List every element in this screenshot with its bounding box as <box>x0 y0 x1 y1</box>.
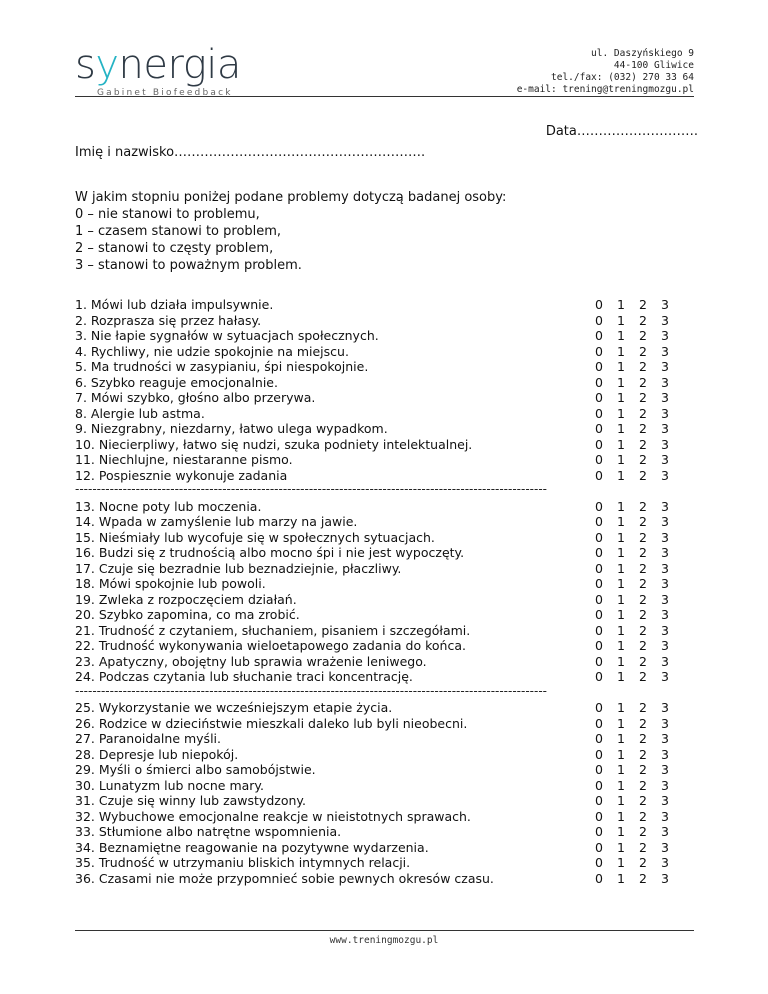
question-text: 8. Alergie lub astma. <box>75 405 205 421</box>
answer-option-2[interactable]: 2 <box>639 793 647 808</box>
answer-option-1[interactable]: 1 <box>617 529 625 545</box>
answer-option-2[interactable]: 2 <box>639 328 647 343</box>
answer-option-0[interactable]: 0 <box>595 622 603 638</box>
answer-option-2[interactable]: 2 <box>639 731 647 746</box>
question-text: 5. Ma trudności w zasypianiu, śpi niespokojnie. <box>75 359 369 374</box>
answer-option-0[interactable]: 0 <box>595 762 603 777</box>
question-row <box>75 468 695 484</box>
answer-scale <box>595 654 683 670</box>
answer-option-0[interactable]: 0 <box>595 576 603 591</box>
answer-scale <box>595 747 683 763</box>
question-row <box>75 561 695 577</box>
answer-option-0[interactable]: 0 <box>595 591 603 607</box>
answer-scale <box>595 809 683 825</box>
answer-scale <box>595 545 683 561</box>
answer-option-1[interactable]: 1 <box>617 855 625 870</box>
answer-option-0[interactable]: 0 <box>595 746 603 762</box>
footer-website: www.treningmozgu.pl <box>329 935 439 946</box>
answer-option-3[interactable]: 3 <box>661 653 669 669</box>
answer-option-2[interactable]: 2 <box>639 529 647 545</box>
answer-option-0[interactable]: 0 <box>595 560 603 576</box>
answer-option-2[interactable]: 2 <box>639 514 647 529</box>
answer-option-3[interactable]: 3 <box>661 777 669 793</box>
answer-option-1[interactable]: 1 <box>617 498 625 514</box>
address-line: ul. Daszyńskiego 9 <box>591 48 694 59</box>
question-text: 29. Myśli o śmierci albo samobójstwie. <box>75 762 316 777</box>
answer-scale <box>595 855 683 871</box>
answer-option-3[interactable]: 3 <box>661 436 669 452</box>
question-row <box>75 530 695 546</box>
answer-scale <box>595 344 683 360</box>
answer-option-0[interactable]: 0 <box>595 529 603 545</box>
answer-option-1[interactable]: 1 <box>617 436 625 452</box>
answer-option-1[interactable]: 1 <box>617 452 625 467</box>
question-row <box>75 545 695 561</box>
question-row <box>75 654 695 670</box>
question-row <box>75 576 695 592</box>
question-row <box>75 700 695 716</box>
answer-option-2[interactable]: 2 <box>639 824 647 839</box>
answer-option-1[interactable]: 1 <box>617 560 625 576</box>
answer-option-3[interactable]: 3 <box>661 591 669 607</box>
questionnaire <box>75 297 695 886</box>
answer-option-2[interactable]: 2 <box>639 436 647 452</box>
question-text: 11. Niechlujne, niestaranne pismo. <box>75 452 293 467</box>
logo <box>75 40 241 102</box>
footer-divider <box>75 930 694 931</box>
question-row <box>75 824 695 840</box>
answer-scale <box>595 824 683 840</box>
answer-option-0[interactable]: 0 <box>595 359 603 374</box>
answer-option-2[interactable]: 2 <box>639 715 647 731</box>
answer-option-2[interactable]: 2 <box>639 374 647 390</box>
answer-scale <box>595 700 683 716</box>
answer-option-2[interactable]: 2 <box>639 638 647 653</box>
question-row <box>75 344 695 360</box>
answer-option-2[interactable]: 2 <box>639 421 647 436</box>
question-row <box>75 778 695 794</box>
question-text: 21. Trudność z czytaniem, słuchaniem, pisaniem i szczegółami. <box>75 622 471 638</box>
answer-option-1[interactable]: 1 <box>617 808 625 824</box>
question-text: 10. Niecierpliwy, łatwo się nudzi, szuka podniety intelektualnej. <box>75 436 473 452</box>
answer-scale <box>595 623 683 639</box>
question-text: 22. Trudność wykonywania wieloetapowego zadania do końca. <box>75 638 466 653</box>
answer-option-1[interactable]: 1 <box>617 762 625 777</box>
question-text: 1. Mówi lub działa impulsywnie. <box>75 297 274 312</box>
question-row <box>75 499 695 515</box>
answer-option-1[interactable]: 1 <box>617 576 625 591</box>
answer-option-1[interactable]: 1 <box>617 607 625 622</box>
answer-option-3[interactable]: 3 <box>661 793 669 808</box>
answer-option-3[interactable]: 3 <box>661 374 669 390</box>
answer-option-0[interactable]: 0 <box>595 452 603 467</box>
answer-option-2[interactable]: 2 <box>639 700 647 715</box>
answer-option-2[interactable]: 2 <box>639 855 647 870</box>
answer-option-2[interactable]: 2 <box>639 560 647 576</box>
answer-option-2[interactable]: 2 <box>639 653 647 669</box>
question-text: 19. Zwleka z rozpoczęciem działań. <box>75 591 297 607</box>
answer-option-0[interactable]: 0 <box>595 731 603 746</box>
answer-scale <box>595 452 683 468</box>
answer-option-1[interactable]: 1 <box>617 312 625 328</box>
answer-option-0[interactable]: 0 <box>595 824 603 839</box>
question-row <box>75 592 695 608</box>
answer-scale <box>595 375 683 391</box>
answer-scale <box>595 499 683 515</box>
answer-option-3[interactable]: 3 <box>661 312 669 328</box>
answer-scale <box>595 607 683 623</box>
answer-option-3[interactable]: 3 <box>661 452 669 467</box>
answer-option-1[interactable]: 1 <box>617 839 625 855</box>
answer-option-3[interactable]: 3 <box>661 669 669 684</box>
answer-option-0[interactable]: 0 <box>595 328 603 343</box>
answer-option-2[interactable]: 2 <box>639 746 647 762</box>
scale-legend-item: 0 – nie stanowi to problemu, <box>75 207 260 222</box>
answer-option-1[interactable]: 1 <box>617 297 625 312</box>
answer-option-1[interactable]: 1 <box>617 622 625 638</box>
answer-option-1[interactable]: 1 <box>617 359 625 374</box>
question-row <box>75 406 695 422</box>
answer-option-3[interactable]: 3 <box>661 343 669 359</box>
answer-option-3[interactable]: 3 <box>661 824 669 839</box>
answer-scale <box>595 328 683 344</box>
question-row <box>75 809 695 825</box>
logo-letter-y: y <box>95 42 119 88</box>
question-text: 4. Rychliwy, nie udzie spokojnie na miejscu. <box>75 343 349 359</box>
answer-option-1[interactable]: 1 <box>617 870 625 886</box>
question-text: 6. Szybko reaguje emocjonalnie. <box>75 374 278 390</box>
answer-scale <box>595 390 683 406</box>
answer-scale <box>595 793 683 809</box>
answer-option-1[interactable]: 1 <box>617 700 625 715</box>
scale-legend-item: 2 – stanowi to częsty problem, <box>75 241 274 256</box>
answer-option-3[interactable]: 3 <box>661 808 669 824</box>
question-text: 17. Czuje się bezradnie lub beznadziejnie, płaczliwy. <box>75 560 402 576</box>
answer-option-2[interactable]: 2 <box>639 498 647 514</box>
answer-option-3[interactable]: 3 <box>661 638 669 653</box>
question-text: 14. Wpada w zamyślenie lub marzy na jawie. <box>75 514 358 529</box>
answer-scale <box>595 406 683 422</box>
answer-option-1[interactable]: 1 <box>617 591 625 607</box>
header-divider <box>75 96 694 97</box>
section-separator: ------------------------------------------------------------------------------------------------------------- <box>75 483 547 496</box>
answer-option-2[interactable]: 2 <box>639 839 647 855</box>
question-row <box>75 359 695 375</box>
question-text: 3. Nie łapie sygnałów w sytuacjach społecznych. <box>75 328 379 343</box>
answer-option-3[interactable]: 3 <box>661 746 669 762</box>
answer-option-1[interactable]: 1 <box>617 638 625 653</box>
question-row <box>75 871 695 887</box>
answer-option-3[interactable]: 3 <box>661 576 669 591</box>
answer-option-0[interactable]: 0 <box>595 343 603 359</box>
question-text: 13. Nocne poty lub moczenia. <box>75 498 262 514</box>
address-block <box>517 48 694 96</box>
answer-option-3[interactable]: 3 <box>661 839 669 855</box>
answer-option-2[interactable]: 2 <box>639 390 647 405</box>
answer-option-2[interactable]: 2 <box>639 343 647 359</box>
answer-option-0[interactable]: 0 <box>595 700 603 715</box>
answer-option-0[interactable]: 0 <box>595 870 603 886</box>
answer-option-1[interactable]: 1 <box>617 746 625 762</box>
question-text: 30. Lunatyzm lub nocne mary. <box>75 777 265 793</box>
question-row <box>75 375 695 391</box>
answer-option-3[interactable]: 3 <box>661 870 669 886</box>
answer-option-3[interactable]: 3 <box>661 405 669 421</box>
answer-option-1[interactable]: 1 <box>617 545 625 560</box>
question-text: 31. Czuje się winny lub zawstydzony. <box>75 793 306 808</box>
answer-option-3[interactable]: 3 <box>661 607 669 622</box>
answer-option-0[interactable]: 0 <box>595 374 603 390</box>
answer-option-3[interactable]: 3 <box>661 297 669 312</box>
answer-scale <box>595 871 683 887</box>
answer-option-1[interactable]: 1 <box>617 777 625 793</box>
question-row <box>75 437 695 453</box>
question-text: 25. Wykorzystanie we wcześniejszym etapie życia. <box>75 700 393 715</box>
answer-scale <box>595 840 683 856</box>
answer-option-3[interactable]: 3 <box>661 855 669 870</box>
answer-option-3[interactable]: 3 <box>661 731 669 746</box>
answer-option-0[interactable]: 0 <box>595 638 603 653</box>
question-row <box>75 762 695 778</box>
answer-option-0[interactable]: 0 <box>595 715 603 731</box>
answer-option-2[interactable]: 2 <box>639 808 647 824</box>
question-row <box>75 452 695 468</box>
answer-option-0[interactable]: 0 <box>595 312 603 328</box>
date-field[interactable]: Data………………………. <box>545 124 698 139</box>
answer-option-0[interactable]: 0 <box>595 514 603 529</box>
section-separator: ------------------------------------------------------------------------------------------------------------- <box>75 684 547 698</box>
answer-scale <box>595 778 683 794</box>
answer-option-2[interactable]: 2 <box>639 312 647 328</box>
answer-option-2[interactable]: 2 <box>639 870 647 886</box>
answer-option-0[interactable]: 0 <box>595 839 603 855</box>
question-row <box>75 297 695 313</box>
answer-option-0[interactable]: 0 <box>595 467 603 483</box>
answer-scale <box>595 530 683 546</box>
question-text: 24. Podczas czytania lub słuchanie traci koncentrację. <box>75 669 413 684</box>
answer-scale <box>595 762 683 778</box>
question-row <box>75 669 695 685</box>
answer-option-1[interactable]: 1 <box>617 824 625 839</box>
scale-legend-item: 3 – stanowi to poważnym problem. <box>75 258 302 273</box>
question-text: 18. Mówi spokojnie lub powoli. <box>75 576 266 591</box>
answer-option-2[interactable]: 2 <box>639 607 647 622</box>
answer-option-1[interactable]: 1 <box>617 793 625 808</box>
question-row <box>75 607 695 623</box>
question-row <box>75 313 695 329</box>
answer-option-0[interactable]: 0 <box>595 855 603 870</box>
answer-option-1[interactable]: 1 <box>617 421 625 436</box>
answer-scale <box>595 716 683 732</box>
question-row <box>75 638 695 654</box>
question-row <box>75 716 695 732</box>
answer-option-2[interactable]: 2 <box>639 591 647 607</box>
question-text: 28. Depresje lub niepokój. <box>75 746 239 762</box>
answer-option-3[interactable]: 3 <box>661 421 669 436</box>
answer-option-2[interactable]: 2 <box>639 545 647 560</box>
instructions <box>75 189 506 274</box>
question-text: 16. Budzi się z trudnością albo mocno śpi i nie jest wypoczęty. <box>75 545 465 560</box>
answer-option-3[interactable]: 3 <box>661 715 669 731</box>
answer-option-3[interactable]: 3 <box>661 529 669 545</box>
question-text: 35. Trudność w utrzymaniu bliskich intymnych relacji. <box>75 855 411 870</box>
answer-option-3[interactable]: 3 <box>661 390 669 405</box>
answer-option-2[interactable]: 2 <box>639 762 647 777</box>
question-text: 23. Apatyczny, obojętny lub sprawia wrażenie leniwego. <box>75 653 427 669</box>
answer-scale <box>595 297 683 313</box>
scale-legend-item: 1 – czasem stanowi to problem, <box>75 224 282 239</box>
name-field[interactable]: Imię i nazwisko…………………………………………………. <box>75 145 426 160</box>
answer-option-0[interactable]: 0 <box>595 793 603 808</box>
answer-scale <box>595 359 683 375</box>
question-text: 2. Rozprasza się przez hałasy. <box>75 312 262 328</box>
question-text: 26. Rodzice w dzieciństwie mieszkali daleko lub byli nieobecni. <box>75 715 468 731</box>
answer-option-0[interactable]: 0 <box>595 777 603 793</box>
question-text: 33. Stłumione albo natrętne wspomnienia. <box>75 824 342 839</box>
question-row <box>75 793 695 809</box>
answer-option-1[interactable]: 1 <box>617 343 625 359</box>
answer-option-1[interactable]: 1 <box>617 731 625 746</box>
answer-option-2[interactable]: 2 <box>639 576 647 591</box>
answer-option-2[interactable]: 2 <box>639 359 647 374</box>
answer-option-0[interactable]: 0 <box>595 653 603 669</box>
answer-option-2[interactable]: 2 <box>639 669 647 684</box>
answer-option-3[interactable]: 3 <box>661 359 669 374</box>
answer-scale <box>595 468 683 484</box>
logo-wordmark <box>75 40 241 90</box>
question-row <box>75 840 695 856</box>
answer-option-2[interactable]: 2 <box>639 467 647 483</box>
answer-option-1[interactable]: 1 <box>617 653 625 669</box>
question-row <box>75 623 695 639</box>
logo-letter-s: s <box>75 42 96 88</box>
answer-option-2[interactable]: 2 <box>639 777 647 793</box>
question-text: 15. Nieśmiały lub wycofuje się w społecznych sytuacjach. <box>75 529 435 545</box>
answer-scale <box>595 592 683 608</box>
answer-scale <box>595 514 683 530</box>
instructions-question: W jakim stopniu poniżej podane problemy dotyczą badanej osoby: <box>75 190 507 205</box>
logo-letters-rest: nergia <box>118 42 241 88</box>
answer-option-0[interactable]: 0 <box>595 607 603 622</box>
answer-scale <box>595 576 683 592</box>
answer-option-3[interactable]: 3 <box>661 467 669 483</box>
question-row <box>75 747 695 763</box>
answer-option-3[interactable]: 3 <box>661 328 669 343</box>
answer-option-3[interactable]: 3 <box>661 498 669 514</box>
answer-scale <box>595 313 683 329</box>
address-line: 44-100 Gliwice <box>613 60 694 71</box>
answer-option-3[interactable]: 3 <box>661 762 669 777</box>
answer-option-1[interactable]: 1 <box>617 715 625 731</box>
question-row <box>75 421 695 437</box>
question-row <box>75 855 695 871</box>
question-text: 9. Niezgrabny, niezdarny, łatwo ulega wypadkom. <box>75 421 388 436</box>
answer-option-1[interactable]: 1 <box>617 405 625 421</box>
answer-scale <box>595 638 683 654</box>
answer-option-1[interactable]: 1 <box>617 390 625 405</box>
answer-option-1[interactable]: 1 <box>617 374 625 390</box>
answer-option-0[interactable]: 0 <box>595 405 603 421</box>
answer-option-2[interactable]: 2 <box>639 452 647 467</box>
logo-subtitle: Gabinet Biofeedback <box>97 88 233 98</box>
question-text: 20. Szybko zapomina, co ma zrobić. <box>75 607 300 622</box>
answer-scale <box>595 731 683 747</box>
question-text: 12. Pospiesznie wykonuje zadania <box>75 467 288 483</box>
answer-option-0[interactable]: 0 <box>595 436 603 452</box>
question-text: 36. Czasami nie może przypomnieć sobie pewnych okresów czasu. <box>75 870 494 886</box>
answer-option-3[interactable]: 3 <box>661 700 669 715</box>
question-text: 7. Mówi szybko, głośno albo przerywa. <box>75 390 316 405</box>
answer-option-2[interactable]: 2 <box>639 405 647 421</box>
answer-option-3[interactable]: 3 <box>661 560 669 576</box>
answer-scale <box>595 437 683 453</box>
answer-option-2[interactable]: 2 <box>639 622 647 638</box>
answer-option-0[interactable]: 0 <box>595 421 603 436</box>
answer-option-1[interactable]: 1 <box>617 669 625 684</box>
answer-scale <box>595 669 683 685</box>
answer-option-1[interactable]: 1 <box>617 467 625 483</box>
question-row <box>75 390 695 406</box>
question-text: 34. Beznamiętne reagowanie na pozytywne wydarzenia. <box>75 839 429 855</box>
answer-option-2[interactable]: 2 <box>639 297 647 312</box>
address-line: e-mail: trening@treningmozgu.pl <box>516 84 694 95</box>
question-text: 27. Paranoidalne myśli. <box>75 731 221 746</box>
answer-option-0[interactable]: 0 <box>595 390 603 405</box>
answer-option-3[interactable]: 3 <box>661 514 669 529</box>
answer-option-1[interactable]: 1 <box>617 514 625 529</box>
answer-option-3[interactable]: 3 <box>661 545 669 560</box>
question-text: 32. Wybuchowe emocjonalne reakcje w nieistotnych sprawach. <box>75 808 471 824</box>
answer-option-0[interactable]: 0 <box>595 297 603 312</box>
answer-scale <box>595 561 683 577</box>
answer-option-0[interactable]: 0 <box>595 808 603 824</box>
question-row <box>75 514 695 530</box>
answer-option-1[interactable]: 1 <box>617 328 625 343</box>
address-line: tel./fax: (032) 270 33 64 <box>551 72 694 83</box>
answer-scale <box>595 421 683 437</box>
answer-option-0[interactable]: 0 <box>595 669 603 684</box>
answer-option-0[interactable]: 0 <box>595 498 603 514</box>
answer-option-3[interactable]: 3 <box>661 622 669 638</box>
answer-option-0[interactable]: 0 <box>595 545 603 560</box>
question-row <box>75 731 695 747</box>
question-row <box>75 328 695 344</box>
